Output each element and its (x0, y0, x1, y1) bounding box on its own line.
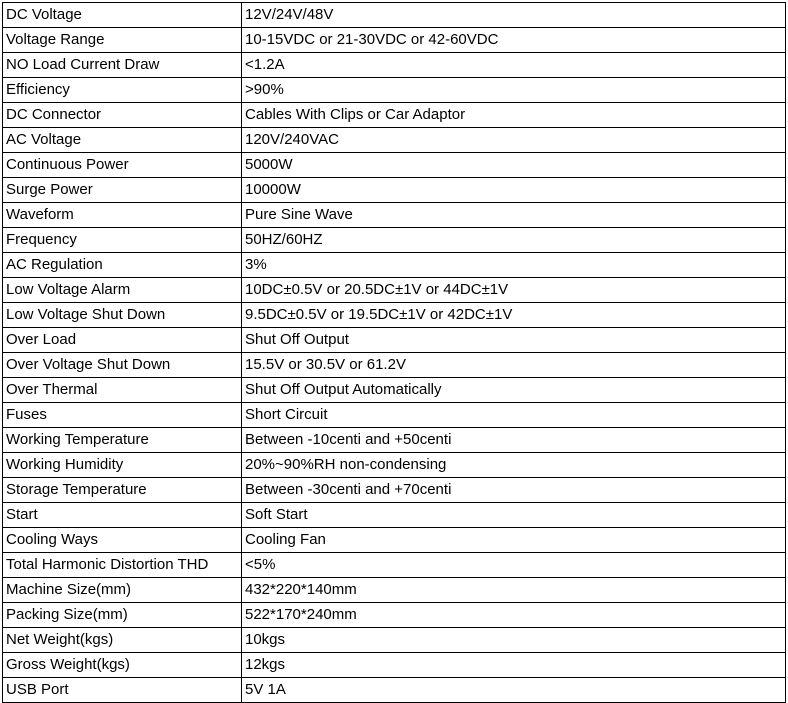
spec-value: 12V/24V/48V (242, 3, 786, 28)
spec-label: Over Voltage Shut Down (3, 353, 242, 378)
spec-table (2, 2, 786, 703)
spec-label: Start (3, 503, 242, 528)
spec-value: 120V/240VAC (242, 128, 786, 153)
table-row (3, 278, 786, 303)
table-row (3, 153, 786, 178)
spec-label: DC Voltage (3, 3, 242, 28)
spec-label: Efficiency (3, 78, 242, 103)
table-row (3, 253, 786, 278)
table-row (3, 53, 786, 78)
spec-value: 432*220*140mm (242, 578, 786, 603)
table-row (3, 403, 786, 428)
table-row (3, 528, 786, 553)
table-row (3, 378, 786, 403)
spec-label: Fuses (3, 403, 242, 428)
table-row (3, 353, 786, 378)
spec-value: Cooling Fan (242, 528, 786, 553)
spec-label: Net Weight(kgs) (3, 628, 242, 653)
spec-value: Short Circuit (242, 403, 786, 428)
table-row (3, 578, 786, 603)
spec-value: 10000W (242, 178, 786, 203)
spec-label: USB Port (3, 678, 242, 703)
spec-value: Soft Start (242, 503, 786, 528)
spec-value: 3% (242, 253, 786, 278)
table-row (3, 603, 786, 628)
spec-label: Machine Size(mm) (3, 578, 242, 603)
spec-value: 9.5DC±0.5V or 19.5DC±1V or 42DC±1V (242, 303, 786, 328)
spec-value: Between -10centi and +50centi (242, 428, 786, 453)
spec-value: Between -30centi and +70centi (242, 478, 786, 503)
spec-label: DC Connector (3, 103, 242, 128)
spec-label: Cooling Ways (3, 528, 242, 553)
spec-label: Continuous Power (3, 153, 242, 178)
table-row (3, 678, 786, 703)
spec-value: 15.5V or 30.5V or 61.2V (242, 353, 786, 378)
spec-value: 50HZ/60HZ (242, 228, 786, 253)
spec-label: Low Voltage Shut Down (3, 303, 242, 328)
spec-label: NO Load Current Draw (3, 53, 242, 78)
spec-label: Packing Size(mm) (3, 603, 242, 628)
table-row (3, 228, 786, 253)
spec-label: Frequency (3, 228, 242, 253)
table-row (3, 553, 786, 578)
table-row (3, 453, 786, 478)
table-row (3, 103, 786, 128)
spec-value: <5% (242, 553, 786, 578)
spec-label: Gross Weight(kgs) (3, 653, 242, 678)
table-row (3, 628, 786, 653)
table-row (3, 203, 786, 228)
table-row (3, 328, 786, 353)
spec-label: Working Humidity (3, 453, 242, 478)
spec-value: 10kgs (242, 628, 786, 653)
spec-value: 10-15VDC or 21-30VDC or 42-60VDC (242, 28, 786, 53)
spec-table-body (3, 3, 786, 703)
table-row (3, 78, 786, 103)
table-row (3, 178, 786, 203)
spec-value: 10DC±0.5V or 20.5DC±1V or 44DC±1V (242, 278, 786, 303)
table-row (3, 28, 786, 53)
table-row (3, 428, 786, 453)
spec-value: 522*170*240mm (242, 603, 786, 628)
table-row (3, 478, 786, 503)
spec-value: Shut Off Output (242, 328, 786, 353)
spec-value: Cables With Clips or Car Adaptor (242, 103, 786, 128)
table-row (3, 3, 786, 28)
spec-label: Surge Power (3, 178, 242, 203)
spec-label: Working Temperature (3, 428, 242, 453)
spec-value: 20%~90%RH non-condensing (242, 453, 786, 478)
spec-value: Pure Sine Wave (242, 203, 786, 228)
spec-value: 5V 1A (242, 678, 786, 703)
table-row (3, 503, 786, 528)
table-row (3, 653, 786, 678)
spec-label: AC Regulation (3, 253, 242, 278)
spec-label: Waveform (3, 203, 242, 228)
spec-label: AC Voltage (3, 128, 242, 153)
spec-label: Low Voltage Alarm (3, 278, 242, 303)
spec-value: 5000W (242, 153, 786, 178)
spec-value: <1.2A (242, 53, 786, 78)
spec-label: Voltage Range (3, 28, 242, 53)
table-row (3, 128, 786, 153)
spec-label: Storage Temperature (3, 478, 242, 503)
spec-label: Over Load (3, 328, 242, 353)
spec-label: Over Thermal (3, 378, 242, 403)
spec-label: Total Harmonic Distortion THD (3, 553, 242, 578)
spec-value: >90% (242, 78, 786, 103)
spec-value: Shut Off Output Automatically (242, 378, 786, 403)
spec-value: 12kgs (242, 653, 786, 678)
table-row (3, 303, 786, 328)
